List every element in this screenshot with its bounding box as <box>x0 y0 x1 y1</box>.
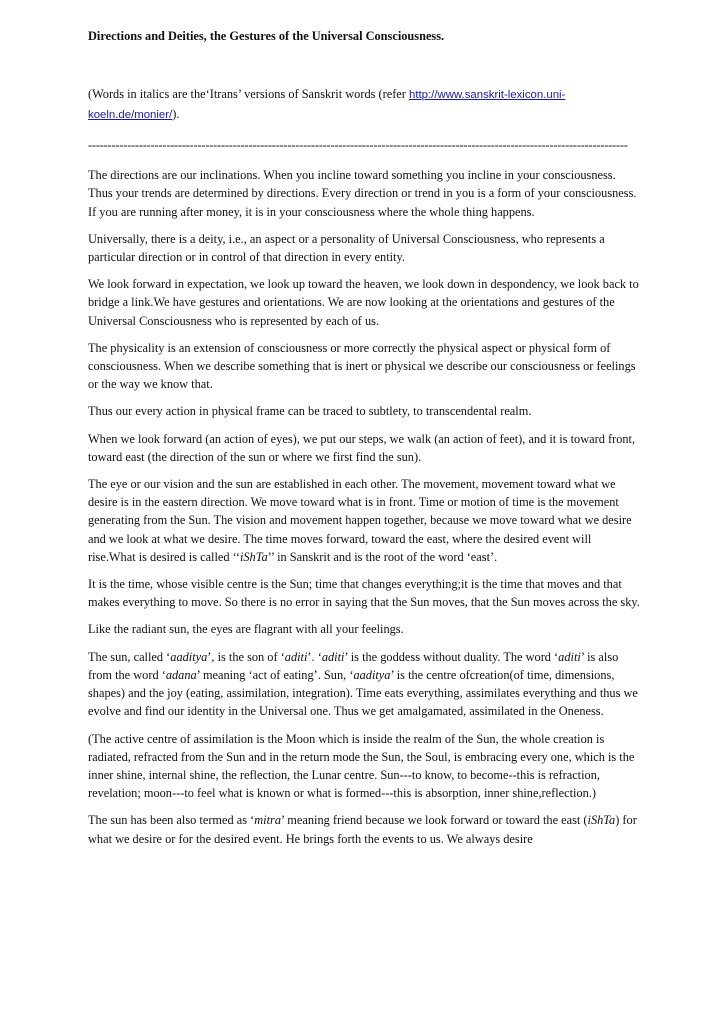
paragraph <box>88 620 642 638</box>
paragraph <box>88 575 642 611</box>
sanskrit-lexicon-link[interactable]: http://www.sanskrit-lexicon.uni-koeln.de/monier/ <box>88 89 566 121</box>
paragraph-text: The eye or our vision and the sun are established in each other. The movement, movement toward what we desire is in the eastern direction. We move toward what is in front. Time or motion of time is the movement generating from the Sun. The vision and movement happen together, because we move toward what we desire and we look at what we desire. The time moves forward, toward the east, where the desired event will rise.What is desired is called ‘‘ <box>88 477 632 564</box>
paragraph-text: ’ meaning friend because we look forward or toward the east ( <box>281 813 588 828</box>
paragraph-text: ’ is the centre ofcreation(of time, dimensions, shapes) and the joy (eating, assimilation, integration). Time eats everything, assimilates everything and thus we evolve and find our identity in the Universal one. Thus we get amalgamated, assimilated in the Oneness. <box>88 667 638 719</box>
paragraph-text: The physicality is an extension of consciousness or more correctly the physical aspect or physical form of consciousness. When we describe something that is inert or physical we describe our consciousness or feelings or the way we know that. <box>88 340 636 392</box>
sanskrit-term: mitra <box>254 813 281 828</box>
paragraph-text: ’. ‘ <box>307 649 322 664</box>
paragraph-text: ’ meaning ‘act of eating’. Sun, ‘ <box>196 667 354 682</box>
paragraph <box>88 475 642 566</box>
note-text-before: (Words in italics are the‘Itrans’ versions of Sanskrit words (refer <box>88 87 409 102</box>
paragraph-text: It is the time, whose visible centre is the Sun; time that changes everything;it is the time that moves and that makes everything to move. So there is no error in saying that the Sun moves, that the Sun moves across the sky. <box>88 577 640 610</box>
paragraph-text: ’, is the son of ‘ <box>207 649 285 664</box>
paragraph-text: (The active centre of assimilation is the Moon which is inside the realm of the Sun, the whole creation is radiated, refracted from the Sun and in the return mode the Sun, the Soul, is embracing every one, which is the inner shine, internal shine, the reflection, the Lunar centre. Sun---to know, to become--this is refraction, revelation; moon---to feel what is known or what is formed---this is absorption, inner shine,reflection.) <box>88 731 635 801</box>
paragraph-text: The sun has been also termed as ‘ <box>88 813 255 828</box>
paragraph-text: Thus our every action in physical frame can be traced to subtlety, to transcendental realm. <box>88 404 532 419</box>
paragraph <box>88 811 642 847</box>
sanskrit-term: iShTa <box>239 549 268 564</box>
paragraph <box>88 730 642 803</box>
paragraph-text: The sun, called ‘ <box>88 649 171 664</box>
paragraph-text: The directions are our inclinations. When you incline toward something you incline in your consciousness. Thus your trends are determined by directions. Every direction or trend in you is a form of your consciousness. If you are running after money, it is in your consciousness where the whole thing happens. <box>88 168 637 219</box>
paragraph-text: Universally, there is a deity, i.e., an aspect or a personality of Universal Consciousness, who represents a particular direction or in control of that direction in every entity. <box>88 231 605 265</box>
paragraph <box>88 648 642 721</box>
paragraph-text: ’’ in Sanskrit and is the root of the word ‘east’. <box>267 549 498 564</box>
sanskrit-term: aditi <box>558 649 581 664</box>
paragraph-text: Like the radiant sun, the eyes are flagrant with all your feelings. <box>88 622 404 637</box>
note-text-after: ). <box>172 106 180 121</box>
dashed-separator: ------------------------------------------------------------------------------------------------------------------------------------------ <box>88 138 628 153</box>
paragraph-text: ’ is also from the word ‘ <box>88 649 619 682</box>
paragraph <box>88 166 642 221</box>
paragraph-text: ’ is the goddess without duality. The word ‘ <box>344 649 559 664</box>
paragraph <box>88 402 642 420</box>
sanskrit-term: aditi <box>284 649 308 664</box>
paragraph <box>88 430 642 466</box>
sanskrit-term: aaditya <box>353 667 391 682</box>
paragraph <box>88 275 642 330</box>
paragraph-text: We look forward in expectation, we look up toward the heaven, we look down in despondency, we look back to bridge a link.We have gestures and orientations. We are now looking at the orientations and gestures of the Universal Consciousness who is represented by each of us. <box>88 277 639 328</box>
sanskrit-term: iShTa <box>587 813 616 828</box>
sanskrit-term: aditi <box>321 649 345 664</box>
paragraph <box>88 230 642 266</box>
sanskrit-term: adana <box>165 667 197 682</box>
sanskrit-term: aaditya <box>170 649 208 664</box>
document-title: Directions and Deities, the Gestures of the Universal Consciousness. <box>88 29 445 43</box>
italics-note <box>88 85 642 124</box>
paragraph <box>88 339 642 394</box>
paragraph-text: ) for what we desire or for the desired event. He brings forth the events to us. We always desire <box>88 813 637 846</box>
body-text <box>88 166 642 848</box>
paragraph-text: When we look forward (an action of eyes), we put our steps, we walk (an action of feet), and it is toward front, toward east (the direction of the sun or where we first find the sun). <box>88 431 636 464</box>
